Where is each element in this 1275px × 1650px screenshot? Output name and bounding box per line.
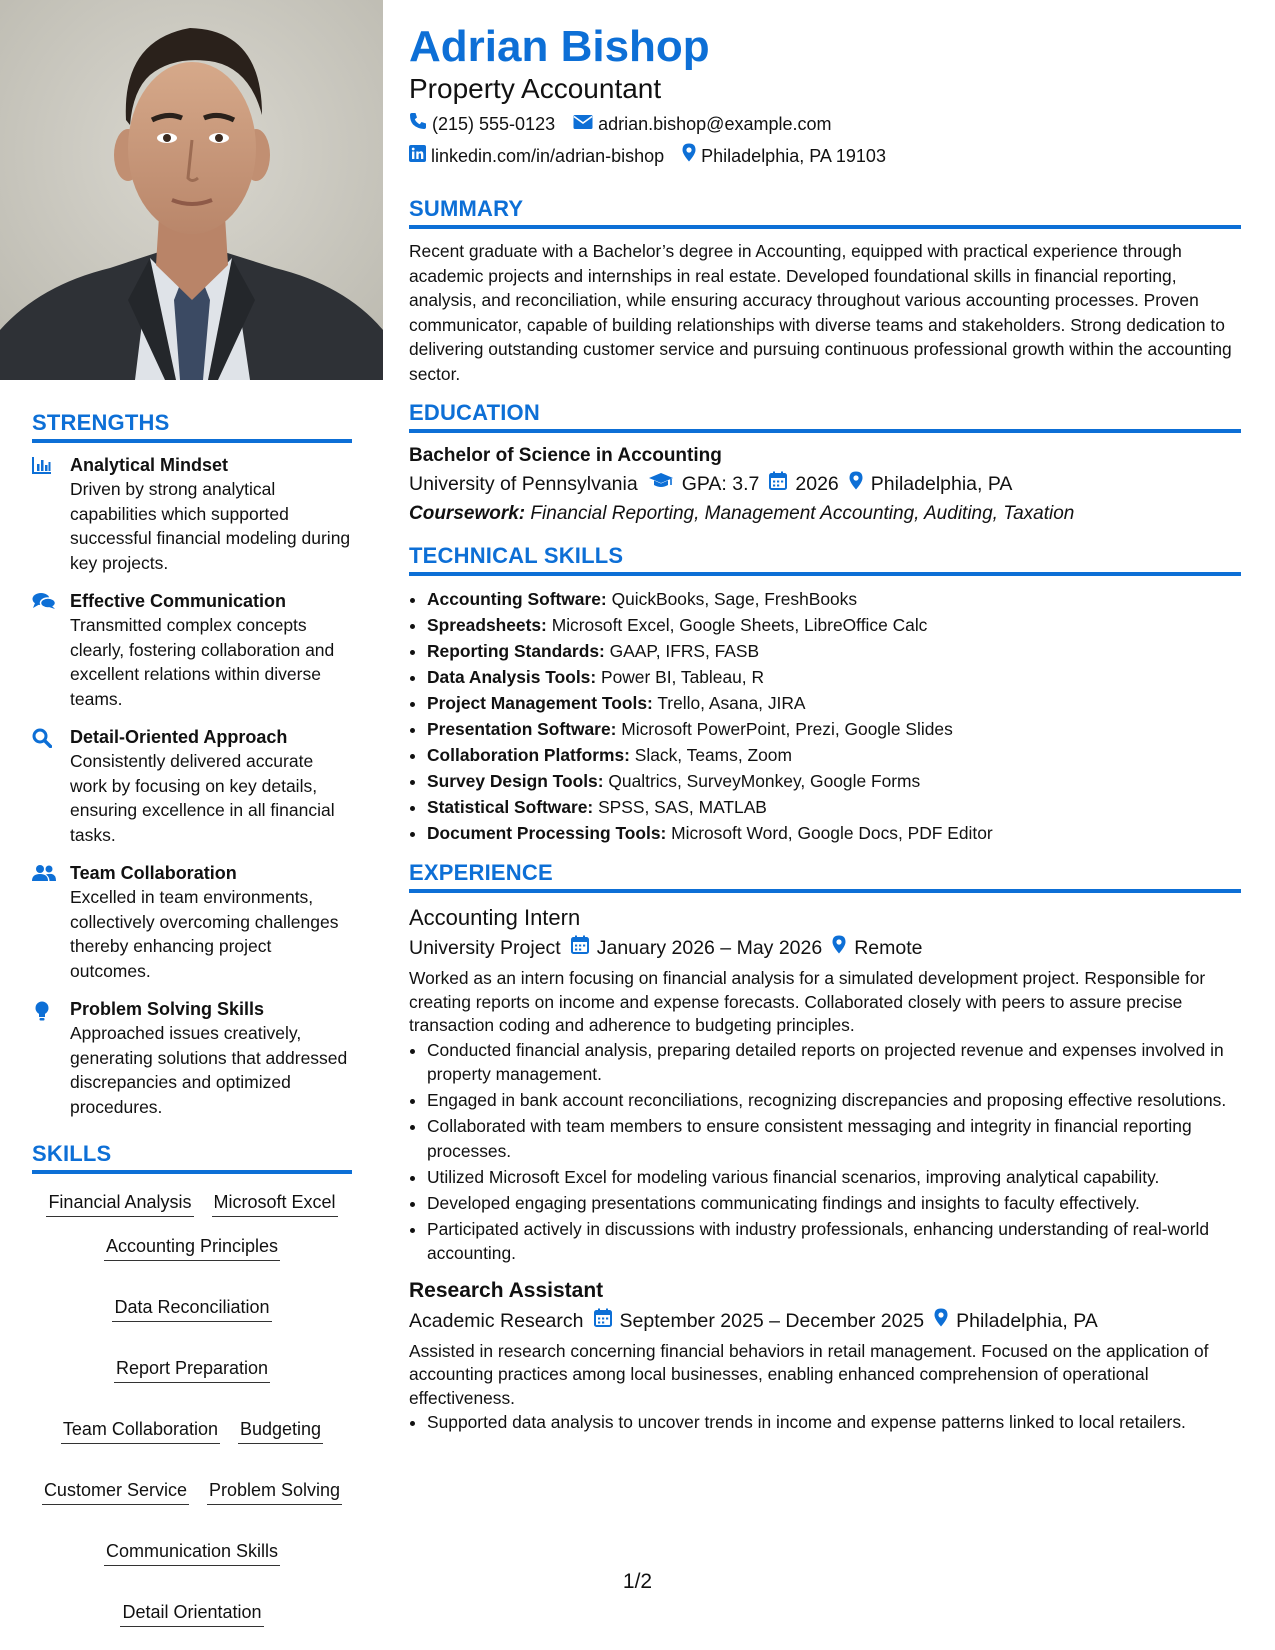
list-item (427, 768, 1241, 794)
job-location: Remote (854, 937, 923, 959)
candidate-title: Property Accountant (409, 73, 662, 104)
skill-chip: Communication Skills (104, 1539, 280, 1566)
summary-heading: SUMMARY (409, 196, 1241, 229)
tech-skill-label: Survey Design Tools: (427, 771, 604, 791)
map-pin-icon (849, 469, 863, 499)
job-entry (409, 1276, 1241, 1435)
strength-title: Problem Solving Skills (70, 999, 265, 1019)
list-item (427, 742, 1241, 768)
tech-skill-label: Spreadsheets: (427, 615, 547, 635)
skill-chip: Accounting Principles (104, 1234, 280, 1261)
tech-skill-label: Data Analysis Tools: (427, 667, 597, 687)
tech-skill-label: Reporting Standards: (427, 641, 605, 661)
job-meta (409, 1306, 1241, 1336)
list-item: • Supported data analysis to uncover trends in income and expense patterns linked to local retailers. (427, 1410, 1241, 1435)
list-item: • Utilized Microsoft Excel for modeling various financial scenarios, improving analytical capability. (427, 1165, 1241, 1190)
bar-chart-icon (32, 453, 56, 575)
school-location: Philadelphia, PA (870, 473, 1013, 495)
tech-skill-label: Accounting Software: (427, 589, 607, 609)
skill-chip: Report Preparation (114, 1356, 270, 1383)
list-item: • Developed engaging presentations communicating findings and insights to faculty effectively. (427, 1191, 1241, 1216)
strength-desc: Excelled in team environments, collectively overcoming challenges thereby enhancing project outcomes. (70, 887, 339, 981)
graduation-cap-icon (648, 469, 674, 499)
job-description: Worked as an intern focusing on financial analysis for a simulated development project. Responsible for creating reports on income and expense forecasts. Collaborated closely with peers to assure precise transaction coding and adherence to budgeting principles. (409, 968, 1206, 1035)
job-bullets (409, 1038, 1241, 1266)
chat-bubbles-icon (32, 589, 56, 711)
summary-text: Recent graduate with a Bachelor’s degree in Accounting, equipped with practical experience through academic projects and internships in real estate. Developed foundational skills in financial reporting, analysis, and reconciliation, while ensuring accuracy throughout various accounting processes. Proven communicator, capable of building relationships with diverse teams and stakeholders. Strong dedication to delivering outstanding customer service and pursuing continuous professional growth within the accounting sector. (409, 241, 1232, 384)
skill-chip: Budgeting (238, 1417, 323, 1444)
tech-skill-value: QuickBooks, Sage, FreshBooks (611, 589, 858, 609)
list-item (427, 716, 1241, 742)
sidebar (0, 0, 383, 1650)
list-item (427, 794, 1241, 820)
page-number: 1/2 (622, 1570, 653, 1593)
skill-chip: Microsoft Excel (212, 1190, 338, 1217)
coursework-text: Financial Reporting, Management Accounting, Auditing, Taxation (530, 503, 1075, 524)
job-bullets (409, 1410, 1241, 1435)
tech-skill-value: Power BI, Tableau, R (600, 667, 765, 687)
skill-chip: Team Collaboration (61, 1417, 220, 1444)
strength-title: Analytical Mindset (70, 455, 229, 475)
degree-title: Bachelor of Science in Accounting (409, 445, 722, 466)
envelope-icon (573, 108, 593, 140)
job-title: Research Assistant (409, 1278, 604, 1302)
tech-skill-value: Slack, Teams, Zoom (634, 745, 792, 765)
strength-item (32, 589, 352, 711)
skill-chip: Problem Solving (207, 1478, 342, 1505)
list-item: • Engaged in bank account reconciliations, recognizing discrepancies and proposing effective resolutions. (427, 1088, 1241, 1113)
strength-desc: Approached issues creatively, generating solutions that addressed discrepancies and optimized procedures. (70, 1023, 348, 1117)
gpa-text: GPA: 3.7 (681, 473, 760, 495)
technical-skills-list (409, 586, 1241, 846)
strengths-heading: STRENGTHS (32, 410, 352, 443)
linkedin-link[interactable]: linkedin.com/in/adrian-bishop (431, 146, 665, 166)
list-item: • Conducted financial analysis, preparing detailed reports on projected revenue and expenses involved in property management. (427, 1038, 1241, 1087)
calendar-icon (594, 1306, 612, 1336)
calendar-icon (769, 469, 787, 499)
map-pin-icon (682, 140, 696, 172)
job-org: University Project (409, 937, 561, 959)
list-item (427, 664, 1241, 690)
strength-title: Detail-Oriented Approach (70, 727, 288, 747)
strength-title: Team Collaboration (70, 863, 237, 883)
coursework-label: Coursework: (409, 503, 526, 524)
list-item (427, 612, 1241, 638)
main-content (409, 22, 1241, 1436)
skills-list (32, 1184, 352, 1627)
list-item: • Collaborated with team members to ensure consistent messaging and integrity in financial reporting processes. (427, 1114, 1241, 1163)
email-link[interactable]: adrian.bishop@example.com (598, 114, 832, 134)
tech-skill-label: Project Management Tools: (427, 693, 653, 713)
lightbulb-icon (32, 997, 56, 1119)
map-pin-icon (934, 1306, 948, 1336)
list-item (427, 820, 1241, 846)
strength-desc: Transmitted complex concepts clearly, fostering collaboration and excellent relations within diverse teams. (70, 615, 335, 709)
strength-item (32, 453, 352, 575)
job-dates: September 2025 – December 2025 (619, 1309, 925, 1332)
skills-heading: SKILLS (32, 1141, 352, 1174)
phone-text: (215) 555-0123 (432, 114, 556, 134)
candidate-name: Adrian Bishop (409, 22, 710, 71)
tech-skill-value: Trello, Asana, JIRA (657, 693, 806, 713)
tech-skill-value: Qualtrics, SurveyMonkey, Google Forms (608, 771, 921, 791)
strength-item (32, 725, 352, 847)
education-meta (409, 469, 1241, 499)
job-org: Academic Research (409, 1309, 584, 1332)
skill-chip: Financial Analysis (46, 1190, 193, 1217)
job-title: Accounting Intern (409, 905, 581, 930)
tech-skill-label: Statistical Software: (427, 797, 594, 817)
experience-heading: EXPERIENCE (409, 860, 1241, 893)
strength-desc: Driven by strong analytical capabilities which supported successful financial modeling during key projects. (70, 479, 351, 573)
strength-item (32, 997, 352, 1119)
map-pin-icon (832, 933, 846, 963)
tech-skill-label: Collaboration Platforms: (427, 745, 630, 765)
tech-skill-label: Presentation Software: (427, 719, 617, 739)
contact-row (409, 108, 1241, 140)
strength-item (32, 861, 352, 983)
tech-skill-label: Document Processing Tools: (427, 823, 667, 843)
users-icon (32, 861, 56, 983)
contact-row (409, 140, 1241, 172)
phone-icon (409, 108, 427, 140)
list-item: • Participated actively in discussions with industry professionals, enhancing understanding of real-world accounting. (427, 1217, 1241, 1266)
skill-chip: Detail Orientation (120, 1600, 263, 1627)
tech-skill-value: Microsoft Excel, Google Sheets, LibreOffice Calc (551, 615, 928, 635)
skill-chip: Data Reconciliation (112, 1295, 271, 1322)
strength-title: Effective Communication (70, 591, 287, 611)
job-description: Assisted in research concerning financial behaviors in retail management. Focused on the application of accounting practices among local businesses, enabling enhanced comprehension of operational effectiveness. (409, 1340, 1209, 1408)
job-dates: January 2026 – May 2026 (596, 937, 823, 959)
strength-desc: Consistently delivered accurate work by focusing on key details, ensuring excellence in all financial tasks. (70, 751, 335, 845)
coursework-line (409, 499, 1241, 529)
tech-skill-value: Microsoft Word, Google Docs, PDF Editor (671, 823, 993, 843)
job-meta (409, 933, 1241, 963)
job-location: Philadelphia, PA (956, 1309, 1098, 1332)
tech-skill-value: SPSS, SAS, MATLAB (598, 797, 767, 817)
calendar-icon (571, 933, 589, 963)
profile-photo (0, 0, 383, 380)
skill-chip: Customer Service (42, 1478, 189, 1505)
list-item (427, 638, 1241, 664)
tech-skill-value: Microsoft PowerPoint, Prezi, Google Slides (621, 719, 953, 739)
sidebar-content (32, 410, 352, 1627)
linkedin-icon (409, 140, 426, 172)
list-item (427, 586, 1241, 612)
job-entry (409, 903, 1241, 1266)
list-item (427, 690, 1241, 716)
graduation-year: 2026 (795, 473, 839, 495)
location-text: Philadelphia, PA 19103 (701, 146, 886, 166)
education-heading: EDUCATION (409, 400, 1241, 433)
tech-skill-value: GAAP, IFRS, FASB (609, 641, 760, 661)
school-name: University of Pennsylvania (409, 473, 638, 495)
technical-skills-heading: TECHNICAL SKILLS (409, 543, 1241, 576)
search-icon (32, 725, 56, 847)
